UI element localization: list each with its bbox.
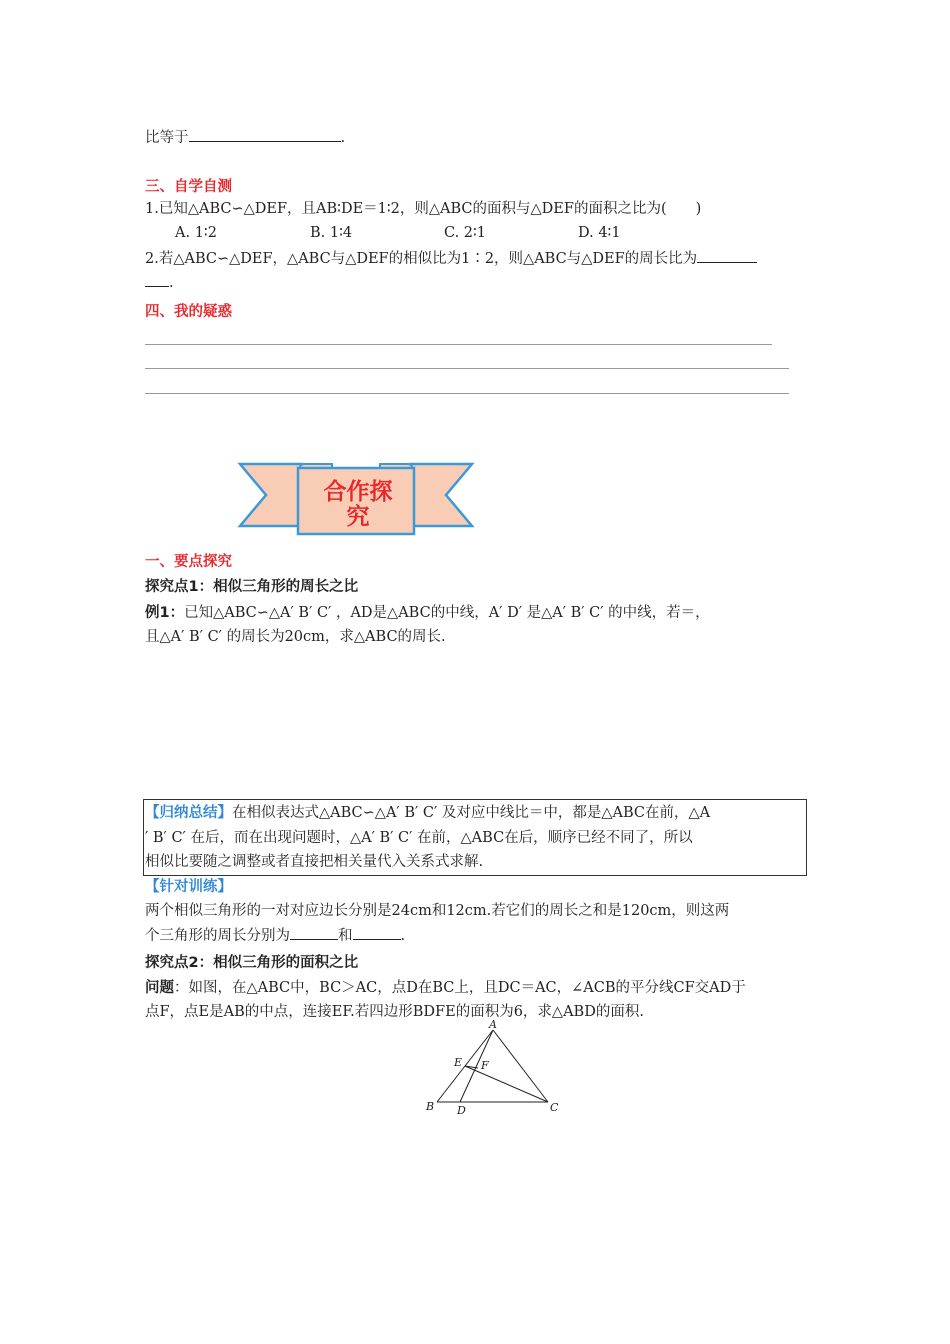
section-heading-key-points: 一、要点探究 [145,554,232,570]
banner-left-ribbon [240,464,302,526]
answer-blank[interactable] [145,272,169,287]
label-b: B [426,1100,435,1113]
option-c[interactable]: C. 2∶1 [444,225,487,241]
practice-line-2 [145,925,405,946]
top-line [145,127,345,148]
writing-line[interactable] [145,368,789,369]
summary-label: 【归纳总结】 [145,805,232,821]
label-e: E [454,1056,463,1069]
banner-title-line-1: 合作探 [323,479,393,505]
answer-blank[interactable] [353,925,401,940]
practice-end: . [400,928,406,944]
summary-line-3: 相似比要随之调整或者直接把相关量代入关系式求解. [145,854,484,870]
question-2-text: 2.若△ABC∽△DEF，△ABC与△DEF的相似比为1∶2，则△ABC与△DEF的周长比为 [145,251,698,267]
triangle-figure [420,1018,570,1118]
banner-title [308,480,408,530]
example-text: 已知△ABC∽△A′ B′ C′ ，AD是△ABC的中线，A′ D′ 是△A′ B′ C′ 的中线，若＝， [184,605,710,621]
practice-and: 和 [338,928,353,944]
option-d[interactable]: D. 4∶1 [578,225,621,241]
practice-label: 【针对训练】 [145,879,232,895]
summary-text: 在相似表达式△ABC∽△A′ B′ C′ 及对应中线比＝中，都是△ABC在前，△A [232,805,711,821]
segment-cf [465,1066,548,1102]
label-c: C [550,1101,559,1114]
option-a[interactable]: A. 1∶2 [175,225,217,241]
answer-blank[interactable] [189,127,341,142]
writing-line[interactable] [145,393,789,394]
practice-line-1: 两个相似三角形的一对对应边长分别是24cm和12cm.若它们的周长之和是120cm，则这两 [145,903,730,919]
example-1-cont: 且△A′ B′ C′ 的周长为20cm，求△ABC的周长. [145,629,446,645]
question-2 [145,248,757,269]
label-a: A [489,1018,497,1031]
exploration-point-1: 探究点1：相似三角形的周长之比 [145,579,359,595]
option-b[interactable]: B. 1∶4 [310,225,353,241]
answer-blank[interactable] [290,925,338,940]
section-heading-doubts: 四、我的疑惑 [145,304,232,320]
writing-line[interactable] [145,344,772,345]
problem-line-1 [145,978,746,998]
answer-blank[interactable] [697,248,757,263]
example-label: 例1： [145,605,185,621]
question-1: 1.已知△ABC∽△DEF，且AB∶DE＝1∶2，则△ABC的面积与△DEF的面积之比为( ) [145,201,702,217]
problem-label: 问题 [145,980,174,996]
label-d: D [457,1104,466,1117]
exploration-point-2: 探究点2：相似三角形的面积之比 [145,955,359,971]
problem-line-2: 点F，点E是AB的中点，连接EF.若四边形BDFE的面积为6，求△ABD的面积. [145,1004,644,1020]
summary-line-1 [145,803,710,823]
top-line-end: . [340,130,346,146]
banner-right-ribbon [410,464,472,526]
label-f: F [481,1059,489,1072]
banner-title-line-2: 究 [346,504,370,530]
example-1 [145,603,710,623]
segment-ac [493,1030,548,1102]
top-line-text: 比等于 [145,130,189,146]
question-2-cont [145,272,174,293]
problem-text: ：如图，在△ABC中，BC＞AC，点D在BC上，且DC＝AC，∠ACB的平分线CF交AD于 [174,980,746,996]
practice-text: 个三角形的周长分别为 [145,928,290,944]
summary-line-2: ′ B′ C′ 在后，而在出现问题时，△A′ B′ C′ 在前，△ABC在后，顺序已经不同了，所以 [145,830,693,846]
section-heading-self-test: 三、自学自测 [145,179,232,195]
question-2-end: . [169,275,174,291]
